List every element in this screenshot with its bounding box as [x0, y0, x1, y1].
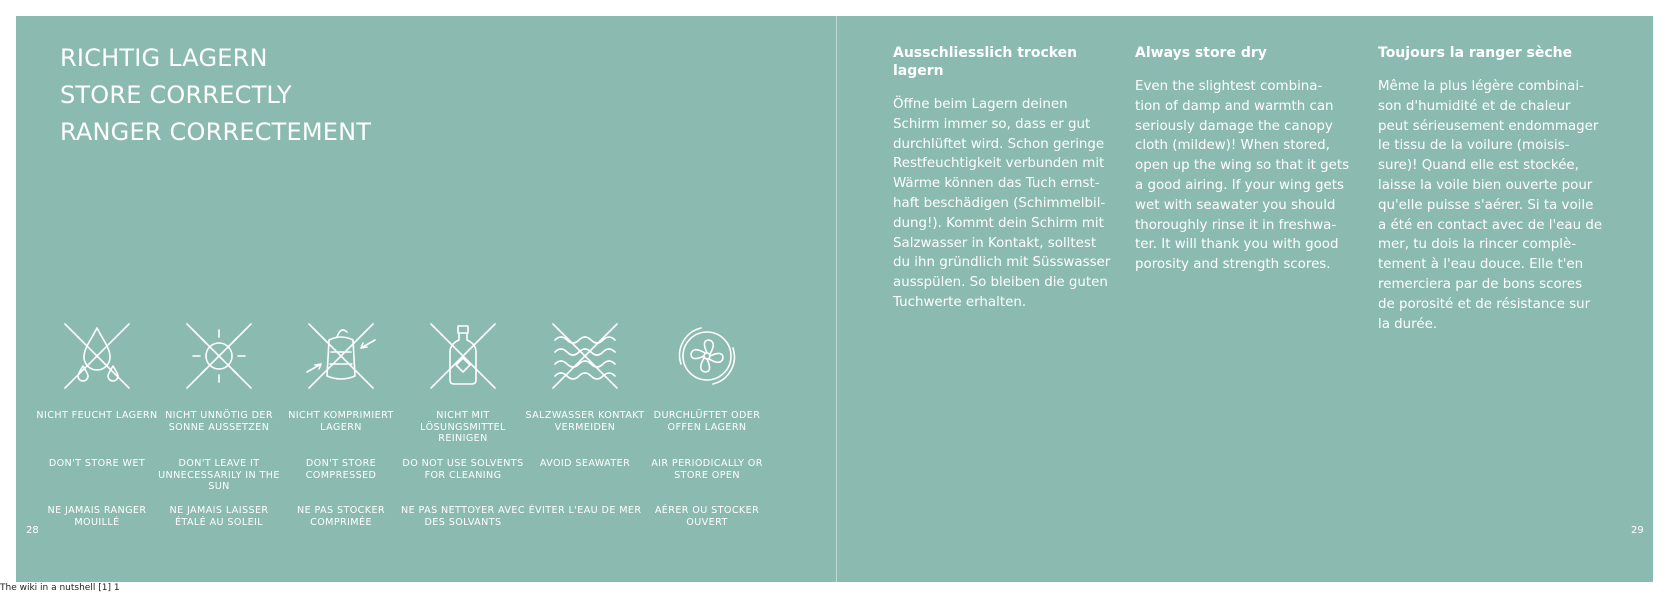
compressed-bag-crossed-icon: [295, 310, 387, 402]
label-de: NICHT KOMPRIMIERT LAGERN: [288, 410, 394, 433]
care-item-sun: [155, 310, 283, 528]
fan-airflow-icon: [661, 310, 753, 402]
label-de: NICHT FEUCHT LAGERN: [36, 410, 158, 421]
page-title: [60, 40, 371, 151]
text-column-en: [1135, 44, 1363, 275]
label-en: DON'T STORE COMPRESSED: [305, 458, 377, 481]
title-line-de: RICHTIG LAGERN: [60, 44, 268, 72]
label-de: SALZWASSER KONTAKT VERMEIDEN: [525, 410, 645, 433]
sun-crossed-icon: [173, 310, 265, 402]
column-body: Öffne beim Lagern deinen Schirm immer so, dass er gut durchlüftet wird. Schon geringe Restfeuchtigkeit verbunden mit Wärme können das Tuch ernst- haft beschädigen (Schimmelbil- dung!). Kommt dein Schirm mit Salzwasser in Kontakt, solltest du ihn gründlich mit Süsswasser ausspülen. So bleiben die guten Tuchwerte erhalten.: [893, 97, 1111, 310]
column-heading: Toujours la ranger sèche: [1378, 45, 1573, 61]
label-fr: NE JAMAIS LAISSER ÉTALÉ AU SOLEIL: [169, 505, 269, 528]
column-body: Même la plus légère combinai- son d'humidité et de chaleur peut sérieusement endommager le tissu de la voilure (moisis- sure)! Quand elle est stockée, laisse la voile bien ouverte pour qu'elle puisse s'aérer. Si ta voile a été en contact avec de l'eau de mer, tu dois la rincer complè- tement à l'eau douce. Elle t'en remerciera par de bons scores de porosité et de résistance sur la durée.: [1378, 79, 1603, 332]
title-line-en: STORE CORRECTLY: [60, 81, 292, 109]
image-caption: The wiki in a nutshell [1] 1: [0, 583, 120, 593]
label-de: DURCHLÜFTET ODER OFFEN LAGERN: [653, 410, 761, 433]
care-item-airflow: [643, 310, 771, 528]
care-item-wet: [33, 310, 161, 528]
text-column-fr: [1378, 44, 1606, 334]
page-number-right: 29: [1631, 525, 1644, 536]
label-fr: AÉRER OU STOCKER OUVERT: [654, 505, 760, 528]
care-item-saltwater: [521, 310, 649, 516]
title-line-fr: RANGER CORRECTEMENT: [60, 118, 372, 146]
solvent-bottle-crossed-icon: [417, 310, 509, 402]
label-en: DON'T STORE WET: [48, 458, 146, 469]
care-item-compressed: [277, 310, 405, 528]
text-column-de: [893, 44, 1121, 313]
wet-drops-crossed-icon: [51, 310, 143, 402]
care-item-solvent: [399, 310, 527, 528]
page-number-left: 28: [26, 525, 39, 536]
label-de: NICHT MIT LÖSUNGSMITTEL REINIGEN: [420, 410, 506, 444]
saltwater-waves-crossed-icon: [539, 310, 631, 402]
label-fr: NE PAS STOCKER COMPRIMÉE: [297, 505, 385, 528]
label-en: DON'T LEAVE IT UNNECESSARILY IN THE SUN: [158, 458, 280, 492]
label-en: AVOID SEAWATER: [539, 458, 631, 469]
label-fr: NE PAS NETTOYER AVEC DES SOLVANTS: [401, 505, 525, 528]
label-fr: NE JAMAIS RANGER MOUILLÉ: [47, 505, 147, 528]
label-de: NICHT UNNÖTIG DER SONNE AUSSETZEN: [165, 410, 273, 433]
column-heading: Ausschliesslich trocken lagern: [893, 45, 1078, 79]
label-en: AIR PERIODICALLY OR STORE OPEN: [651, 458, 763, 481]
label-fr: ÉVITER L'EAU DE MER: [528, 505, 642, 516]
booklet-spread: [16, 16, 1653, 582]
label-en: DO NOT USE SOLVENTS FOR CLEANING: [402, 458, 524, 481]
page-gutter: [836, 16, 837, 582]
column-heading: Always store dry: [1135, 45, 1267, 61]
column-body: Even the slightest combina- tion of damp and warmth can seriously damage the canopy cloth (mildew)! When stored, open up the wing so that it gets a good airing. If your wing gets wet with seawater you should thoroughly rinse it in freshwa- ter. It will thank you with good porosity and strength scores.: [1135, 79, 1350, 273]
